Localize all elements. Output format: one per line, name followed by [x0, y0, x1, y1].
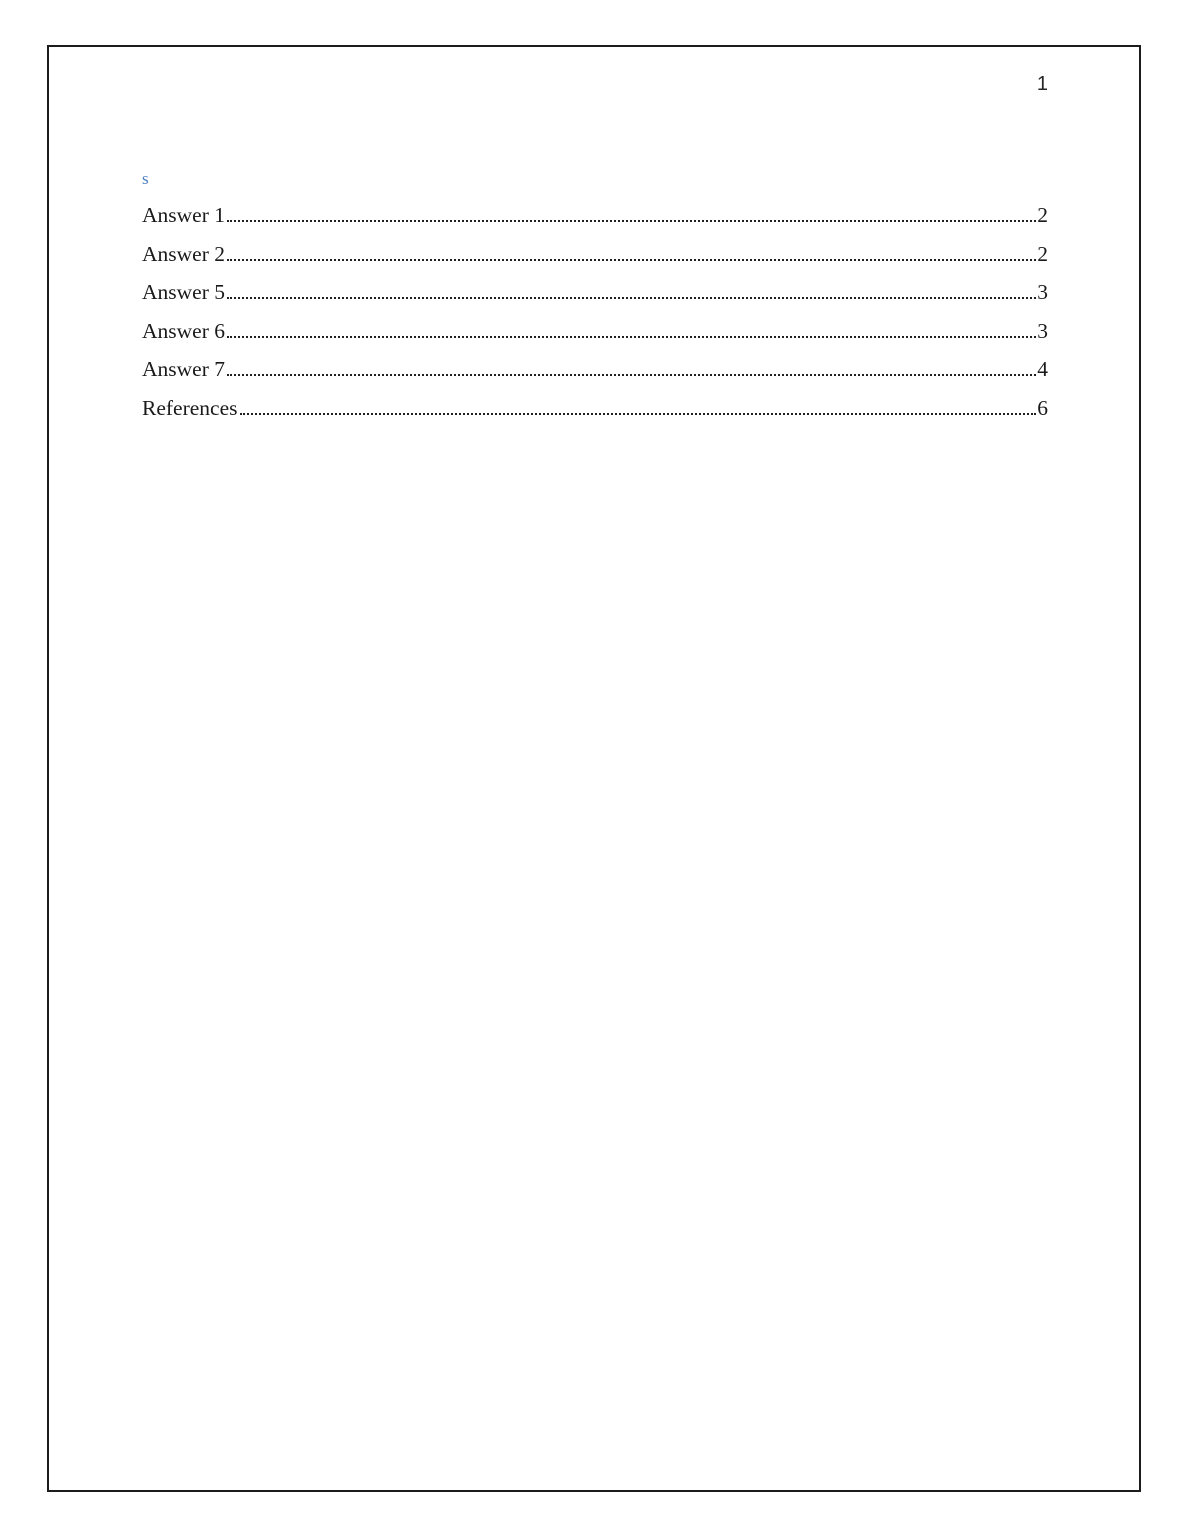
- dot-leader: [240, 413, 1037, 415]
- toc-entry-page: 2: [1037, 203, 1048, 227]
- toc-entry-answer-2[interactable]: [142, 235, 1048, 274]
- dot-leader: [227, 336, 1036, 338]
- page-number-row: [142, 69, 1048, 99]
- toc-heading: s: [142, 169, 149, 188]
- toc-entry-page: 3: [1037, 280, 1048, 305]
- toc-entry-answer-1[interactable]: [142, 196, 1048, 235]
- toc-entry-label: Answer 5: [142, 280, 225, 305]
- toc-entry-label: Answer 1: [142, 203, 225, 227]
- toc-entry-label: Answer 2: [142, 241, 225, 266]
- toc-entry-page: 6: [1037, 395, 1048, 420]
- toc-entry-page: 2: [1037, 241, 1048, 266]
- toc-entry-answer-6[interactable]: [142, 312, 1048, 351]
- toc-entry-page: 4: [1037, 357, 1048, 382]
- page-number: 1: [1036, 73, 1048, 95]
- document-page: [47, 45, 1141, 1492]
- toc-entry-label: References: [142, 395, 238, 420]
- toc-entry-answer-7[interactable]: [142, 350, 1048, 389]
- table-of-contents: [142, 196, 1048, 428]
- toc-entry-label: Answer 6: [142, 318, 225, 343]
- page-content: [49, 47, 1139, 1490]
- dot-leader: [227, 259, 1036, 261]
- toc-entry-references[interactable]: [142, 389, 1048, 428]
- dot-leader: [227, 220, 1036, 222]
- dot-leader: [227, 297, 1036, 299]
- toc-entry-page: 3: [1037, 318, 1048, 343]
- toc-entry-answer-5[interactable]: [142, 273, 1048, 312]
- toc-entry-label: Answer 7: [142, 357, 225, 382]
- dot-leader: [227, 374, 1036, 376]
